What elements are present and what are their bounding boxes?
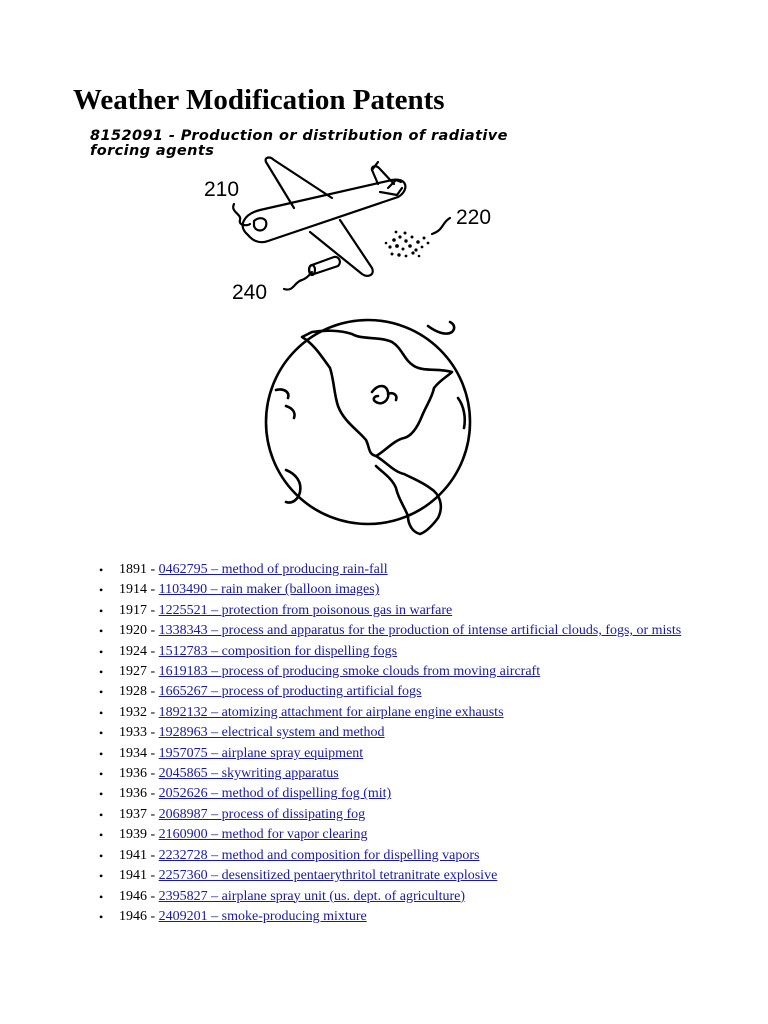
bullet-icon: • [99,787,104,802]
bullet-icon: • [99,624,104,639]
patent-link[interactable]: 2045865 – skywriting apparatus [158,766,339,782]
patent-year: 1917 [119,602,147,618]
bullet-icon: • [99,603,104,618]
patent-link[interactable]: 0462795 – method of producing rain-fall [158,562,388,577]
patent-list-item: • 1891 - 0462795 – method of producing rain-fall [97,560,707,580]
globe-drawing [266,320,470,534]
bullet-icon: • [99,746,104,761]
patent-year: 1937 [119,806,147,822]
patent-list-item: • 1932 - 1892132 – atomizing attachment for airplane engine exhausts [97,703,707,723]
figure-label-240: 240 [232,281,268,304]
figure-caption-line-1: 8152091 - Production or distribution of radiative [90,128,508,144]
patent-list-item: • 1936 - 2045865 – skywriting apparatus [97,764,707,784]
bullet-icon: • [99,583,104,598]
patent-list-item: • 1928 - 1665267 – process of producting artificial fogs [97,682,707,702]
patent-year: 1939 [119,827,147,843]
patent-list-item: • 1941 - 2232728 – method and composition for dispelling vapors [97,846,707,866]
patent-year: 1920 [119,623,147,639]
spray-particles [385,231,430,258]
patent-link[interactable]: 2068987 – process of dissipating fog [158,806,366,822]
bullet-icon: • [99,665,104,680]
patent-link[interactable]: 2232728 – method and composition for dispelling vapors [158,847,480,863]
patent-list-item: • 1934 - 1957075 – airplane spray equipment [97,744,707,764]
patent-link[interactable]: 1103490 – rain maker (balloon images) [158,582,380,598]
patent-link[interactable]: 2409201 – smoke-producing mixture [158,908,367,924]
bullet-icon: • [99,685,104,700]
patent-list-item: • 1933 - 1928963 – electrical system and method [97,723,707,743]
bullet-icon: • [99,807,104,822]
patent-drawing [72,122,602,552]
patent-list-item: • 1939 - 2160900 – method for vapor clearing [97,825,707,845]
patent-year: 1932 [119,704,147,720]
patent-year: 1914 [119,582,147,598]
patent-year: 1941 [119,868,147,884]
patent-link[interactable]: 1957075 – airplane spray equipment [158,745,364,761]
patent-link[interactable]: 1338343 – process and apparatus for the production of intense artificial clouds, fogs, or mists [158,623,682,639]
patent-link[interactable]: 2160900 – method for vapor clearing [158,827,368,843]
patent-list-item: • 1927 - 1619183 – process of producing smoke clouds from moving aircraft [97,662,707,682]
bullet-icon: • [99,848,104,863]
patent-list-item: • 1920 - 1338343 – process and apparatus for the production of intense artificial clouds, fogs, or mists [97,621,707,641]
patent-list-item: • 1941 - 2257360 – desensitized pentaerythritol tetranitrate explosive [97,866,707,886]
patent-list-item: • 1936 - 2052626 – method of dispelling fog (mit) [97,784,707,804]
patent-list-item: • 1946 - 2409201 – smoke-producing mixture [97,907,707,927]
patent-year: 1924 [119,643,147,659]
bullet-icon: • [99,909,104,924]
patent-year: 1936 [119,786,147,802]
patent-year: 1927 [119,664,147,680]
patent-list-item: • 1937 - 2068987 – process of dissipating fog [97,805,707,825]
patent-year: 1946 [119,888,147,904]
patent-list-item: • 1914 - 1103490 – rain maker (balloon images) [97,580,707,600]
bullet-icon: • [99,644,104,659]
bullet-icon: • [99,563,104,577]
bullet-icon: • [99,889,104,904]
patent-link[interactable]: 1892132 – atomizing attachment for airplane engine exhausts [158,704,504,720]
airplane-drawing [233,158,450,290]
patent-link[interactable]: 2395827 – airplane spray unit (us. dept. of agriculture) [158,888,466,904]
patent-link[interactable]: 1665267 – process of producting artificial fogs [158,684,422,700]
patent-year: 1941 [119,847,147,863]
patent-year: 1891 [119,562,147,577]
patent-year: 1934 [119,745,147,761]
patent-link[interactable]: 1225521 – protection from poisonous gas in warfare [158,602,453,618]
patent-year: 1928 [119,684,147,700]
bullet-icon: • [99,705,104,720]
bullet-icon: • [99,869,104,884]
patent-list-item: • 1917 - 1225521 – protection from poisonous gas in warfare [97,601,707,621]
patent-year: 1936 [119,766,147,782]
patent-list-item: • 1924 - 1512783 – composition for dispelling fogs [97,642,707,662]
figure-caption-line-2: forcing agents [90,143,215,159]
figure-label-220: 220 [456,206,492,229]
patent-link[interactable]: 1512783 – composition for dispelling fogs [158,643,398,659]
patent-link[interactable]: 1928963 – electrical system and method [158,725,385,741]
page-title: Weather Modification Patents [73,84,445,116]
patent-list [97,560,707,927]
figure-label-210: 210 [204,178,240,201]
patent-link[interactable]: 2052626 – method of dispelling fog (mit) [158,786,392,802]
patent-year: 1946 [119,908,147,924]
patent-year: 1933 [119,725,147,741]
bullet-icon: • [99,767,104,782]
patent-figure [72,122,602,552]
bullet-icon: • [99,828,104,843]
patent-list-item: • 1946 - 2395827 – airplane spray unit (us. dept. of agriculture) [97,887,707,907]
patent-link[interactable]: 2257360 – desensitized pentaerythritol tetranitrate explosive [158,868,498,884]
bullet-icon: • [99,726,104,741]
patent-link[interactable]: 1619183 – process of producing smoke clouds from moving aircraft [158,664,541,680]
